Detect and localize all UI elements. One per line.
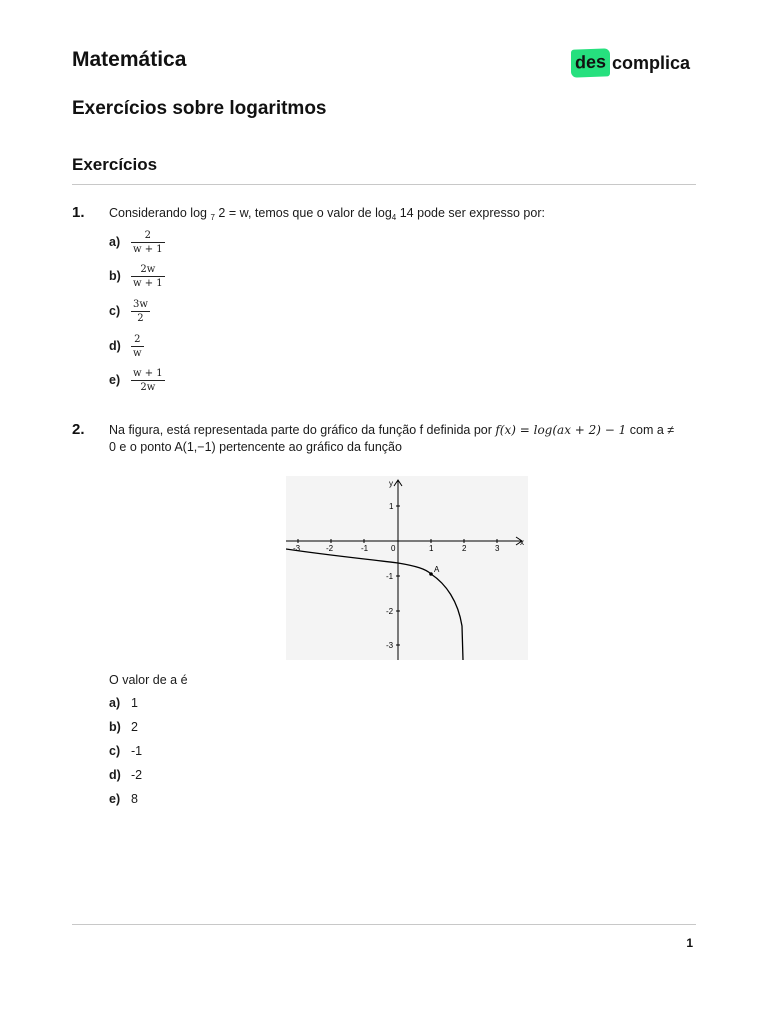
descomplica-logo bbox=[571, 46, 690, 80]
question-1-option-b[interactable]: b) $\frac{2w}{w + 1}$ bbox=[109, 263, 163, 289]
fraction: $\frac{3w}{2}$ bbox=[133, 298, 148, 324]
y-tick-label: 1 bbox=[389, 502, 394, 511]
y-tick-label: -2 bbox=[386, 607, 394, 616]
question-1-option-d[interactable]: d) $\frac{2}{w}$ bbox=[109, 333, 142, 359]
question-1-option-a[interactable]: a) $\frac{2}{w + 1}$ bbox=[109, 229, 163, 255]
y-tick-label: -1 bbox=[386, 572, 394, 581]
x-tick-label: -1 bbox=[361, 544, 369, 553]
subject-title: Matemática bbox=[72, 48, 187, 71]
logo-text: complica bbox=[611, 53, 690, 73]
graph-svg bbox=[286, 476, 528, 660]
section-divider bbox=[72, 184, 696, 185]
question-1-text: Considerando log $_7$ 2 = w, temos que o valor de $\log_4 14$ pode ser expresso por: bbox=[109, 206, 545, 222]
question-2-option-a[interactable]: a) 1 bbox=[109, 696, 138, 710]
fraction: $\frac{w + 1}{2w}$ bbox=[133, 367, 163, 393]
y-tick-label: -3 bbox=[386, 641, 394, 650]
question-1-option-e[interactable]: e) $\frac{w + 1}{2w}$ bbox=[109, 367, 163, 393]
question-2-number: 2. bbox=[72, 421, 85, 438]
x-tick-label: 0 bbox=[391, 544, 396, 553]
function-graph bbox=[286, 476, 528, 660]
y-axis-label: y bbox=[389, 479, 393, 488]
question-2-prompt: O valor de a é bbox=[109, 673, 188, 687]
x-tick-label: 1 bbox=[429, 544, 434, 553]
fraction: $\frac{2}{w}$ bbox=[133, 333, 142, 359]
page-number: 1 bbox=[686, 936, 693, 950]
fraction: $\frac{2}{w + 1}$ bbox=[133, 229, 163, 255]
question-2-option-c[interactable]: c) -1 bbox=[109, 744, 143, 758]
x-tick-label: 2 bbox=[462, 544, 467, 553]
question-2-option-e[interactable]: e) 8 bbox=[109, 792, 138, 806]
footer-divider bbox=[72, 924, 696, 925]
x-axis-label: x bbox=[520, 538, 524, 547]
question-2-text: Na figura, está representada parte do gráfico da função f definida por f(x) = log(ax + 2) − 1 com a ≠ 0 e o ponto A(1,−1) pertencente ao gráfico da função bbox=[109, 423, 675, 454]
question-2-option-b[interactable]: b) 2 bbox=[109, 720, 138, 734]
x-tick-label: 3 bbox=[495, 544, 500, 553]
fraction: $\frac{2w}{w + 1}$ bbox=[133, 263, 163, 289]
point-a-label: A bbox=[434, 565, 440, 574]
question-1-option-c[interactable]: c) $\frac{3w}{2}$ bbox=[109, 298, 148, 324]
point-a-marker bbox=[429, 572, 433, 576]
page-header bbox=[72, 44, 696, 84]
x-tick-label: -2 bbox=[326, 544, 334, 553]
x-tick-label: -3 bbox=[293, 544, 301, 553]
logo-highlight: des bbox=[571, 48, 610, 77]
question-2-option-d[interactable]: d) -2 bbox=[109, 768, 143, 782]
section-title: Exercícios bbox=[72, 155, 158, 174]
question-1-number: 1. bbox=[72, 204, 85, 221]
document-title: Exercícios sobre logaritmos bbox=[72, 98, 327, 119]
function-formula: f(x) = log(ax + 2) − 1 bbox=[495, 423, 627, 437]
